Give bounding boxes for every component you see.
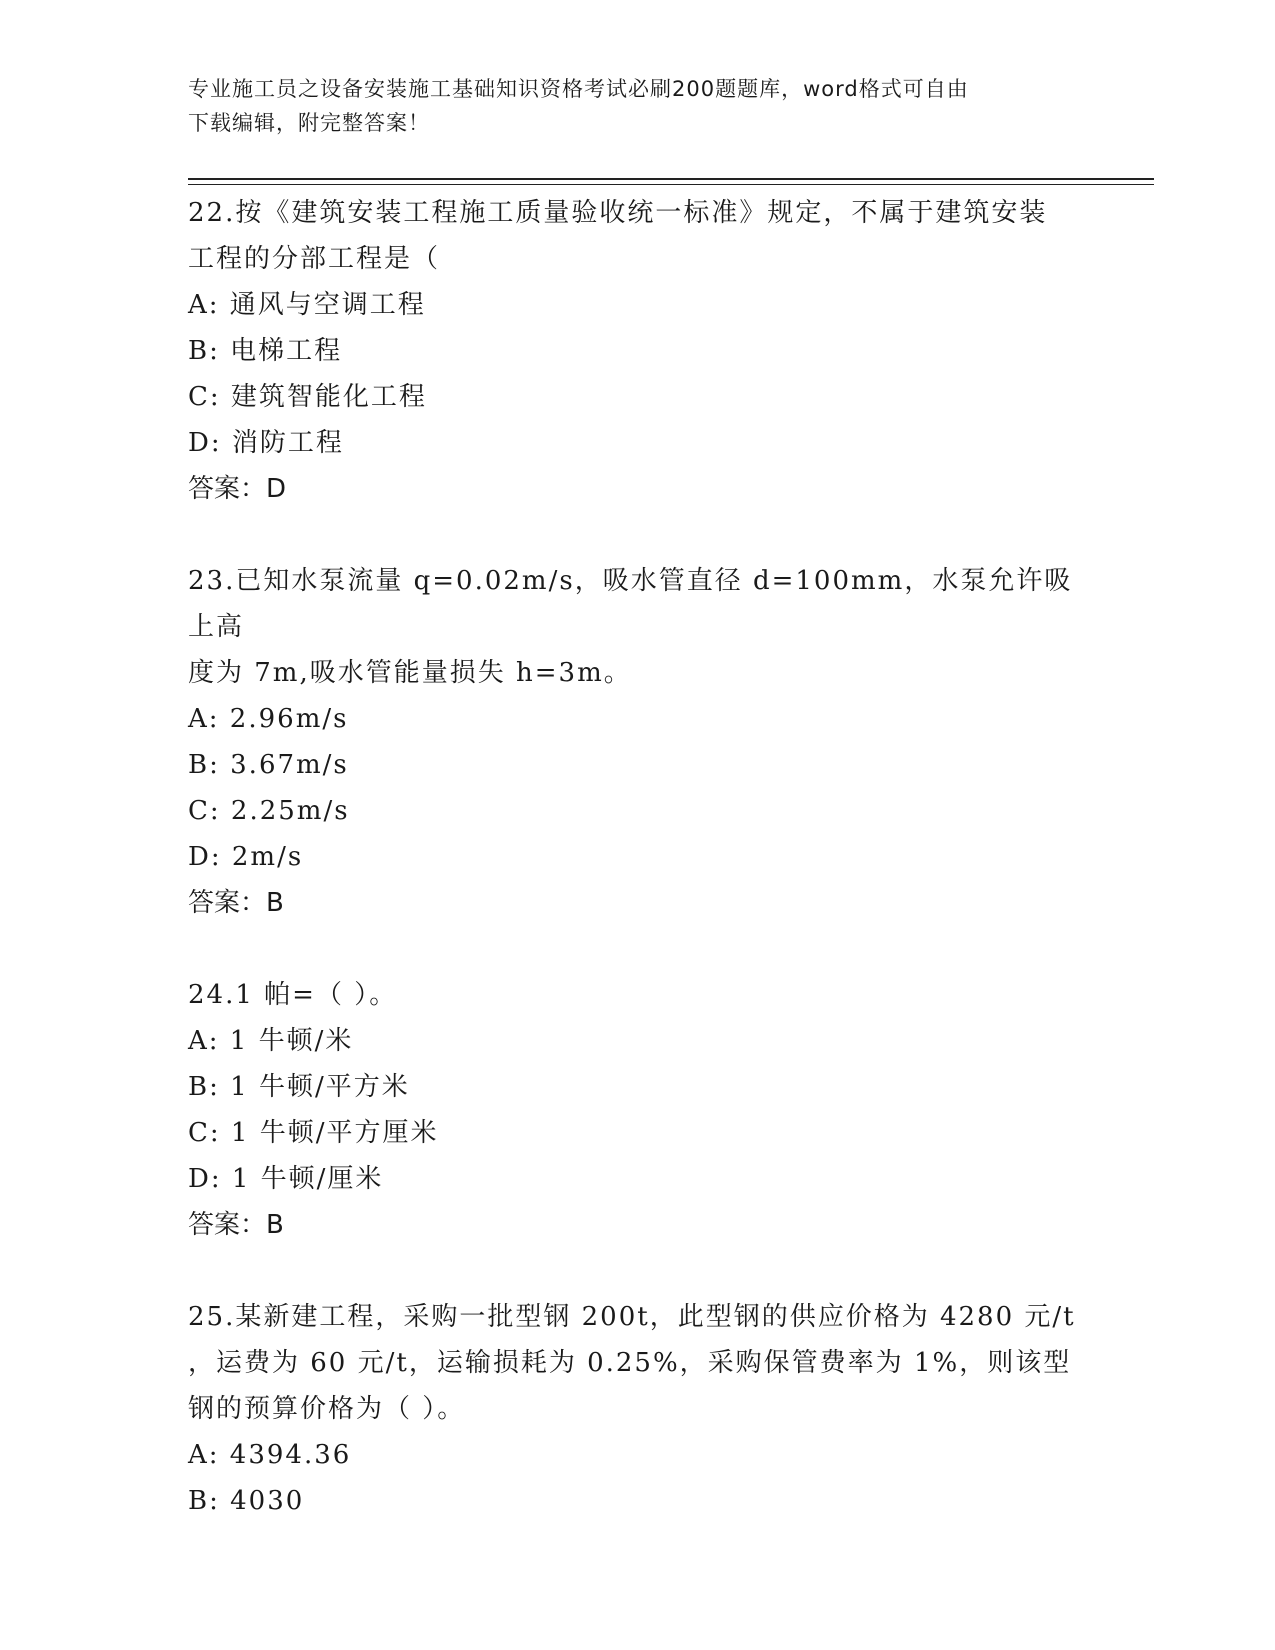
header-divider-thin [188,184,1154,185]
document-header [188,72,1088,140]
option-a: A: 2.96m/s [188,704,349,734]
option-c: C: 建筑智能化工程 [188,382,427,412]
answer-line: 答案：B [188,888,284,918]
question-22 [188,190,1088,512]
option-a: A: 4394.36 [188,1440,352,1470]
option-a: A: 1 牛顿/米 [188,1026,354,1056]
header-title-line-1: 专业施工员之设备安装施工基础知识资格考试必刷200题题库，word格式可自由 [188,77,969,101]
question-stem-line: 23.已知水泵流量 q=0.02m/s，吸水管直径 d=100mm，水泵允许吸上高 [188,566,1073,642]
option-a: A: 通风与空调工程 [188,290,426,320]
question-stem-line: 25.某新建工程，采购一批型钢 200t，此型钢的供应价格为 4280 元/t [188,1302,1076,1332]
question-stem-line: 度为 7m,吸水管能量损失 h=3m。 [188,658,632,688]
option-b: B: 电梯工程 [188,336,343,366]
question-stem-line: 22.按《建筑安装工程施工质量验收统一标准》规定，不属于建筑安装 [188,198,1048,228]
question-24 [188,972,1088,1248]
question-23 [188,558,1088,926]
option-c: C: 1 牛顿/平方厘米 [188,1118,439,1148]
option-c: C: 2.25m/s [188,796,350,826]
option-d: D: 1 牛顿/厘米 [188,1164,384,1194]
answer-line: 答案：B [188,1210,284,1240]
question-stem-line: 钢的预算价格为（ ）。 [188,1394,466,1424]
header-divider-thick [188,178,1154,180]
header-title-line-2: 下载编辑，附完整答案！ [188,111,430,135]
question-stem-line: ，运费为 60 元/t，运输损耗为 0.25%，采购保管费率为 1%，则该型 [188,1348,1072,1378]
question-stem-line: 工程的分部工程是（ [188,244,441,274]
option-b: B: 1 牛顿/平方米 [188,1072,410,1102]
question-stem-line: 24.1 帕=（ ）。 [188,980,398,1010]
question-25 [188,1294,1088,1524]
option-d: D: 消防工程 [188,428,344,458]
option-b: B: 4030 [188,1486,305,1516]
option-b: B: 3.67m/s [188,750,349,780]
question-list [188,190,1088,1570]
option-d: D: 2m/s [188,842,304,872]
answer-line: 答案：D [188,474,287,504]
